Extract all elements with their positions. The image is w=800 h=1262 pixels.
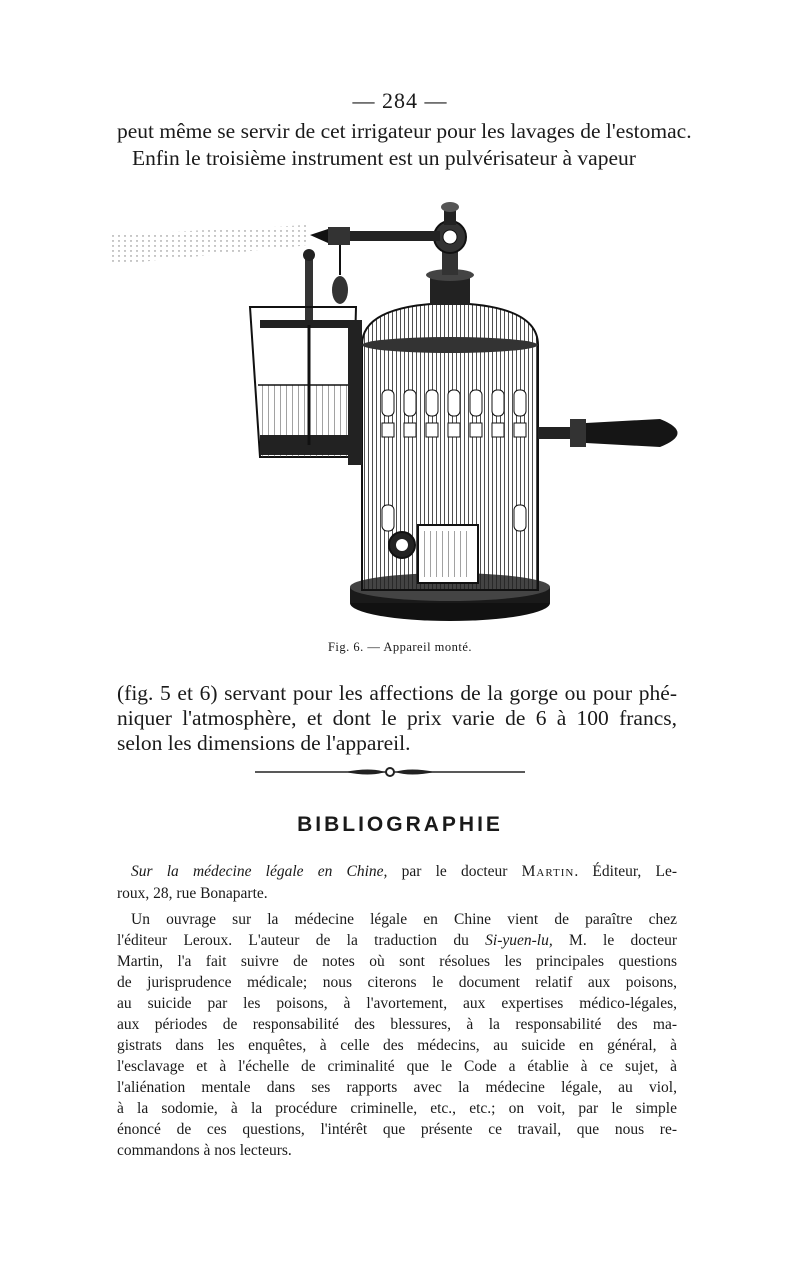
review-line: l'aliénation mentale dans ses rapports avec la médecine légale, au viol,: [117, 1079, 677, 1096]
steam-atomizer-illustration: [100, 195, 700, 635]
body-line: (fig. 5 et 6) servant pour les affections de la gorge ou pour phé-: [117, 681, 677, 705]
review-line: à la sodomie, à la procédure criminelle, etc., etc.; on voit, par le simple: [117, 1100, 677, 1117]
book-title: Sur la médecine légale en Chine,: [131, 863, 388, 880]
bibliography-entry-line: roux, 28, rue Bonaparte.: [117, 885, 268, 902]
body-line: niquer l'atmosphère, et dont le prix varie de 6 à 100 francs,: [117, 706, 677, 730]
review-line: l'esclavage et à l'échelle de criminalité que le Code a établie à ce sujet, à: [117, 1058, 677, 1075]
section-title: BIBLIOGRAPHIE: [297, 813, 503, 836]
review-line: au suicide par les poisons, à l'avortement, aux expertises médico-légales,: [117, 995, 677, 1012]
review-line: aux périodes de responsabilité des blessures, à la responsabilité des ma-: [117, 1016, 677, 1033]
review-line: Martin, l'a fait suivre de notes où sont résolues les principales questions: [117, 953, 677, 970]
body-line: peut même se servir de cet irrigateur pour les lavages de l'estomac.: [117, 119, 692, 143]
review-line: l'éditeur Leroux. L'auteur de la traduction du Si-yuen-lu, M. le docteur: [117, 932, 677, 949]
page-number: — 284 —: [352, 88, 448, 113]
author-name: Martin: [521, 863, 575, 880]
review-line: gistrats dans les enquêtes, à celle des médecins, au suicide en général, à: [117, 1037, 677, 1054]
review-line: commandons à nos lecteurs.: [117, 1142, 292, 1159]
figure-caption: Fig. 6. — Appareil monté.: [327, 640, 473, 654]
section-ornament: [255, 762, 525, 782]
body-line: Enfin le troisième instrument est un pulvérisateur à vapeur: [132, 146, 636, 170]
bibliography-entry: Sur la médecine légale en Chine, par le docteur Martin. Éditeur, Le-: [131, 863, 677, 880]
body-line: selon les dimensions de l'appareil.: [117, 731, 411, 755]
review-line: de jurisprudence médicale; nous citerons le document relatif aux poisons,: [117, 974, 677, 991]
book-title: Si-yuen-lu,: [485, 932, 553, 949]
review-line: énoncé de ces questions, l'intérêt que présente ce travail, que nous re-: [117, 1121, 677, 1138]
review-line: Un ouvrage sur la médecine légale en Chine vient de paraître chez: [131, 911, 677, 928]
